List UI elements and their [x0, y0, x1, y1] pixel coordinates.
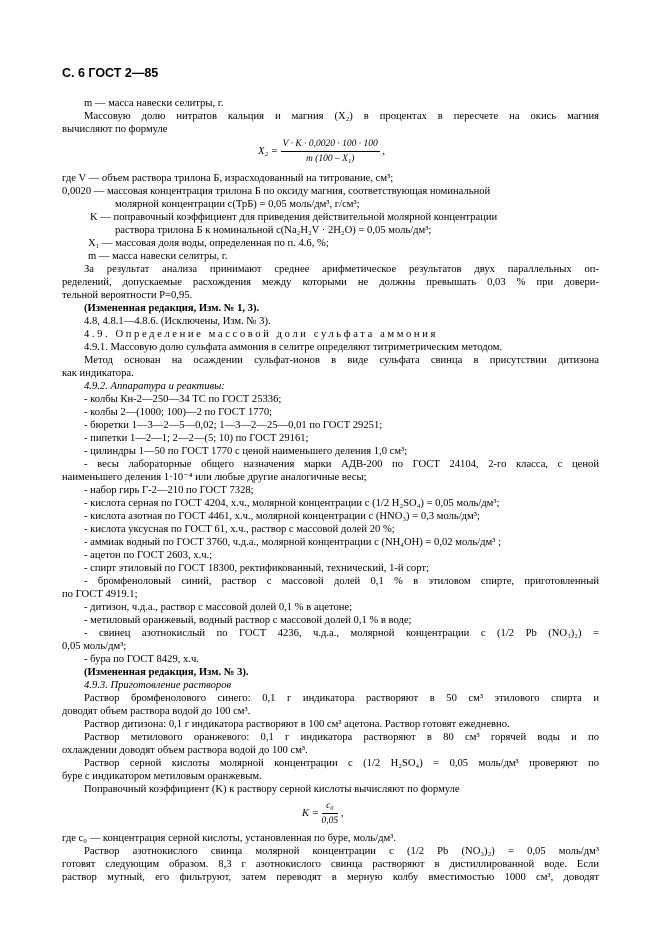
text-line: За результат анализа принимают среднее арифметическое результатов двух параллельных оп- [84, 264, 599, 275]
text-line: охлаждении доводят объем раствора водой до 100 см³. [62, 745, 308, 756]
text-line: X₁ — массовая доля воды, определенная по п. 4.6, %; [88, 238, 329, 249]
list-item: 0,05 моль/дм³; [62, 641, 127, 652]
text-line: как индикатора. [62, 368, 134, 379]
text-line: Раствор бромфенолового синего: 0,1 г индикатора растворяют в 50 см³ этилового спирта и [84, 693, 599, 704]
formula-numerator: V · K · 0,0020 · 100 · 100 [281, 138, 380, 152]
formula-denominator: 0,05 [321, 816, 339, 826]
list-item: - бромфеноловый синий, раствор с массовой долей 0,1 % в этиловом спирте, приготовленный [84, 576, 599, 587]
text-line: готовят следующим образом. 8,3 г азотнокислого свинца растворяют в дистиллированной воде. Если [62, 859, 599, 870]
text-line: Поправочный коэффициент (K) к раствору серной кислоты вычисляют по формуле [84, 784, 460, 795]
text-line: буре с индикатором метиловым оранжевым. [62, 771, 262, 782]
formula-lhs: X₂ = [258, 145, 278, 157]
list-item: - весы лабораторные общего назначения марки АДВ-200 по ГОСТ 24104, 2-го класса, с ценой [84, 459, 599, 470]
page-header: С. 6 ГОСТ 2—85 [62, 66, 159, 80]
text-line: вычисляют по формуле [62, 124, 168, 135]
list-item: - колбы 2—(1000; 100)—2 по ГОСТ 1770; [84, 407, 273, 418]
text-line: раствор мутный, его фильтруют, затем переводят в мерную колбу вместимостью 1000 см³, доводят [62, 872, 599, 883]
text-line: 4.8, 4.8.1—4.8.6. (Исключены, Изм. № 3). [84, 316, 271, 327]
list-item: - ацетон по ГОСТ 2603, х.ч.; [84, 550, 213, 561]
text-line: Массовую долю нитратов кальция и магния (X₂) в процентах в пересчете на окись магния [84, 111, 599, 122]
list-item: - кислота серная по ГОСТ 4204, х.ч., молярной концентрации c (1/2 H₂SO₄) = 0,05 моль/дм³; [84, 498, 500, 509]
text-line: Раствор серной кислоты молярной концентрации c (1/2 H₂SO₄) = 0,05 моль/дм³ проверяют по [84, 758, 599, 769]
text-line: тельной вероятности P=0,95. [62, 290, 193, 301]
text-line: ределений, допускаемые расхождения между которыми не должны превышать 0,03 % при довери- [62, 277, 599, 288]
formula-numerator: c₀ [322, 800, 339, 814]
list-item: - колбы Кн-2—250—34 ТС по ГОСТ 25336; [84, 394, 282, 405]
subsection-heading: 4.9.2. Аппаратура и реактивы: [84, 381, 225, 392]
text-line: доводят объем раствора водой до 100 см³. [62, 706, 251, 717]
section-heading: 4.9. Определение массовой доли сульфата аммония [84, 329, 438, 340]
formula-k [302, 800, 343, 827]
list-item: - дитизон, ч.д.а., раствор с массовой долей 0,1 % в ацетоне; [84, 602, 353, 613]
text-line: 0,0020 — массовая концентрация трилона Б по оксиду магния, соответствующая номинальной [62, 186, 491, 197]
text-line: 4.9.1. Массовую долю сульфата аммония в селитре определяют титриметрическим методом. [84, 342, 503, 353]
text-line: Раствор метилового оранжевого: 0,1 г индикатора растворяют в 80 см³ горячей воды и по [84, 732, 599, 743]
list-item: по ГОСТ 4919.1; [62, 589, 138, 600]
list-item: - бура по ГОСТ 8429, х.ч. [84, 654, 199, 665]
text-line: молярной концентрации c(ТрБ) = 0,05 моль/дм³, г/см³; [115, 199, 360, 210]
text-line: где c₀ — концентрация серной кислоты, установленная по буре, моль/дм³. [62, 833, 397, 844]
formula-fraction [322, 800, 339, 827]
list-item: - бюретки 1—3—2—5—0,02; 1—3—2—25—0,01 по ГОСТ 29251; [84, 420, 383, 431]
text-line: m — масса навески селитры, г. [84, 98, 224, 109]
text-line: (Измененная редакция, Изм. № 1, 3). [84, 303, 260, 314]
formula-tail: , [382, 145, 386, 157]
list-item: - цилиндры 1—50 по ГОСТ 1770 с ценой наименьшего деления 1,0 см³; [84, 446, 408, 457]
list-item: - кислота азотная по ГОСТ 4461, х.ч., молярной концентрации c (HNO₃) = 0,3 моль/дм³; [84, 511, 480, 522]
formula-x2 [258, 138, 385, 165]
formula-lhs: K = [302, 807, 319, 819]
text-line: K — поправочный коэффициент для приведения действительной молярной концентрации [90, 212, 498, 223]
list-item: - спирт этиловый по ГОСТ 18300, ректификованный, технический, 1-й сорт; [84, 563, 429, 574]
list-item: наименьшего деления 1·10⁻⁴ или любые другие аналогичные весы; [62, 472, 367, 483]
list-item: - аммиак водный по ГОСТ 3760, ч.д.а., молярной концентрации c (NH₄OH) = 0,02 моль/дм³ ; [84, 537, 502, 548]
text-line: Раствор азотнокислого свинца молярной концентрации c (1/2 Pb (NO₃)₂) = 0,05 моль/дм³ [84, 846, 599, 857]
text-line: (Измененная редакция, Изм. № 3). [84, 667, 249, 678]
list-item: - кислота уксусная по ГОСТ 61, х.ч., раствор с массовой долей 20 %; [84, 524, 395, 535]
text-line: m — масса навески селитры, г. [88, 251, 228, 262]
formula-tail: , [340, 807, 344, 819]
text-line: где V — объем раствора трилона Б, израсходованный на титрование, см³; [62, 173, 394, 184]
formula-denominator: m (100 – X₁) [305, 154, 355, 164]
formula-fraction [281, 138, 380, 165]
list-item: - метиловый оранжевый, водный раствор с массовой долей 0,1 % в воде; [84, 615, 412, 626]
list-item: - свинец азотнокислый по ГОСТ 4236, ч.д.а., молярной концентрации c (1/2 Pb (NO₃)₂) = [84, 628, 599, 639]
list-item: - пипетки 1—2—1; 2—2—(5; 10) по ГОСТ 29161; [84, 433, 309, 444]
text-line: Раствор дитизона: 0,1 г индикатора растворяют в 100 см³ ацетона. Раствор готовят ежедневно. [84, 719, 510, 730]
text-line: Метод основан на осаждении сульфат-ионов в виде сульфата свинца в присутствии дитизона [84, 355, 599, 366]
subsection-heading: 4.9.3. Приготовление растворов [84, 680, 232, 691]
text-line: раствора трилона Б к номинальной c(Na₂H₂V · 2H₂O) = 0,05 моль/дм³; [115, 225, 432, 236]
list-item: - набор гирь Г-2—210 по ГОСТ 7328; [84, 485, 254, 496]
